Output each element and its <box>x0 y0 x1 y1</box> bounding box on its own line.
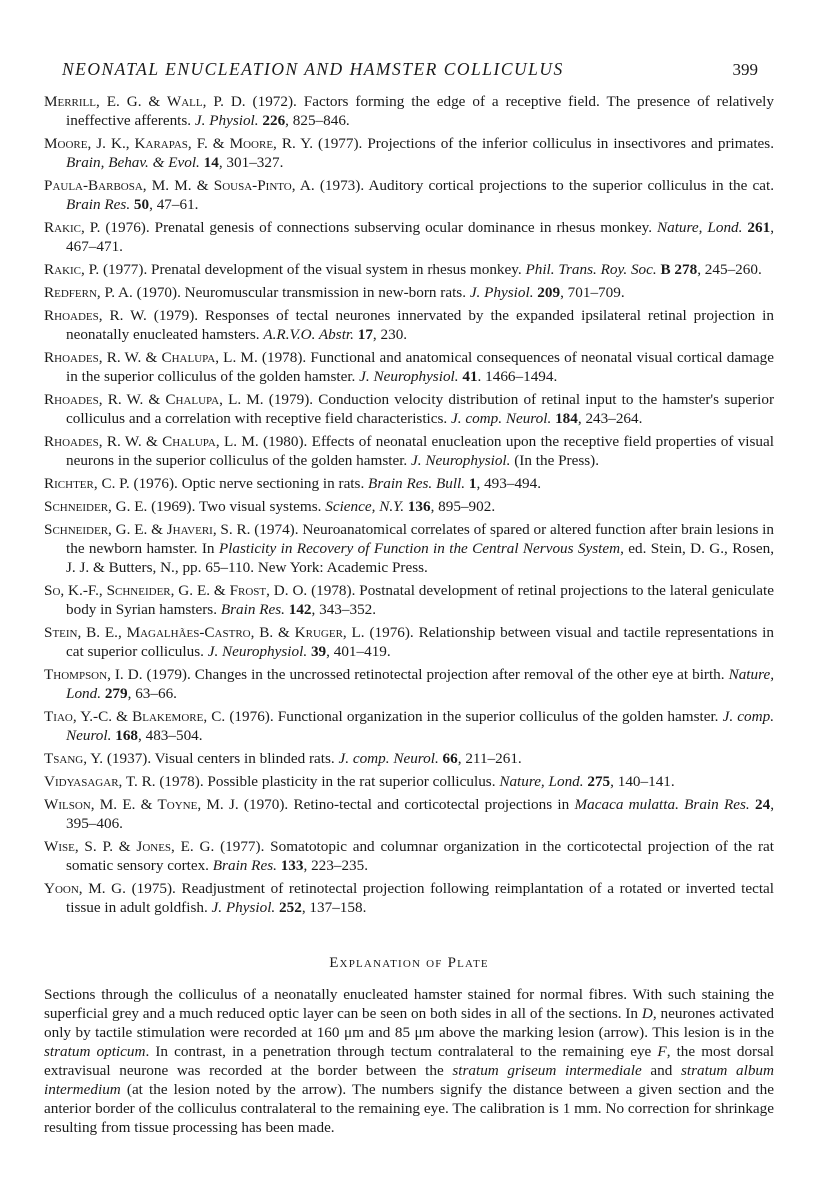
reference-title: (1978). Postnatal development of retinal projections to the lateral geniculate body in Syrian hamsters. <box>66 582 774 618</box>
reference-journal: J. Neurophysiol. <box>411 452 511 469</box>
reference-journal: J. comp. Neurol. <box>451 410 552 427</box>
reference-authors: Redfern, P. A. <box>44 284 133 301</box>
reference-authors: Rhoades, R. W. & Chalupa, L. M. <box>44 433 259 450</box>
reference-entry <box>44 795 774 833</box>
reference-title: (1972). Factors forming the edge of a receptive field. The presence of relatively ineffective afferents. <box>66 93 774 129</box>
reference-pages: , 395–406. <box>66 796 774 832</box>
reference-list <box>44 92 774 917</box>
reference-entry <box>44 837 774 875</box>
reference-title: (1973). Auditory cortical projections to the superior colliculus in the cat. <box>314 177 775 194</box>
reference-entry <box>44 432 774 470</box>
reference-pages: , 401–419. <box>326 643 391 660</box>
reference-entry <box>44 707 774 745</box>
reference-journal: Brain Res. <box>212 857 277 874</box>
reference-authors: Rhoades, R. W. & Chalupa, L. M. <box>44 391 264 408</box>
reference-journal: Macaca mulatta. Brain Res. <box>574 796 750 813</box>
explanation-panel-label: D <box>641 1005 653 1022</box>
reference-volume: 14 <box>199 154 219 171</box>
reference-journal: Science, N.Y. <box>325 498 404 515</box>
reference-entry <box>44 474 774 493</box>
reference-authors: Tsang, Y. <box>44 750 104 767</box>
reference-authors: Rakic, P. <box>44 261 100 278</box>
reference-entry <box>44 176 774 214</box>
reference-pages: , 223–235. <box>303 857 369 874</box>
reference-journal: J. Physiol. <box>194 112 259 129</box>
page-number: 399 <box>732 60 758 79</box>
reference-authors: Wilson, M. E. & Toyne, M. J. <box>44 796 239 813</box>
reference-volume: 66 <box>438 750 458 767</box>
reference-journal: Brain, Behav. & Evol. <box>66 154 200 171</box>
reference-title: (1937). Visual centers in blinded rats. <box>103 750 339 767</box>
reference-pages: , 895–902. <box>430 498 496 515</box>
explanation-text: and <box>641 1062 681 1079</box>
reference-authors: Tiao, Y.-C. & Blakemore, C. <box>44 708 226 725</box>
reference-volume: 261 <box>742 219 771 236</box>
reference-authors: Schneider, G. E. <box>44 498 148 515</box>
reference-title: (1977). Somatotopic and columnar organization in the corticotectal projection of the rat somatic sensory cortex. <box>66 838 774 874</box>
reference-volume: 17 <box>353 326 373 343</box>
reference-title: (1977). Prenatal development of the visual system in rhesus monkey. <box>99 261 526 278</box>
reference-title: (1978). Possible plasticity in the rat superior colliculus. <box>155 773 500 790</box>
reference-authors: Richter, C. P. <box>44 475 130 492</box>
reference-authors: So, K.-F., Schneider, G. E. & Frost, D. O. <box>44 582 308 599</box>
reference-title: (1976). Optic nerve sectioning in rats. <box>129 475 369 492</box>
reference-journal: Brain Res. <box>66 196 131 213</box>
reference-journal: Brain Res. Bull. <box>368 475 466 492</box>
reference-volume: 252 <box>275 899 302 916</box>
reference-pages: , 301–327. <box>218 154 284 171</box>
reference-entry <box>44 665 774 703</box>
reference-pages: , 211–261. <box>457 750 522 767</box>
reference-title: (1976). Functional organization in the superior colliculus of the golden hamster. <box>225 708 723 725</box>
reference-title: (1980). Effects of neonatal enucleation upon the receptive field properties of visual neurons in the superior colliculus of the golden hamster. <box>66 433 774 469</box>
reference-volume: 226 <box>258 112 286 129</box>
reference-volume: 136 <box>404 498 431 515</box>
reference-authors: Rhoades, R. W. & Chalupa, L. M. <box>44 349 258 366</box>
reference-title: (1970). Retino-tectal and corticotectal projections in <box>238 796 575 813</box>
reference-title: (1979). Responses of tectal neurones innervated by the expanded ipsilateral retinal projection in neonatally enucleated hamsters. <box>66 307 774 343</box>
reference-volume: 39 <box>307 643 327 660</box>
reference-title: (1969). Two visual systems. <box>147 498 326 515</box>
reference-volume: 279 <box>101 685 128 702</box>
reference-journal: Plasticity in Recovery of Function in the Central Nervous System <box>218 540 621 557</box>
reference-entry <box>44 581 774 619</box>
explanation-text: Sections through the colliculus of a neonatally enucleated hamster stained for normal fibres. With such staining the superficial grey and a much reduced optic layer can be seen on both sides in all of the sections. In <box>44 986 774 1022</box>
reference-pages: , 343–352. <box>311 601 377 618</box>
reference-title: (1970). Neuromuscular transmission in new-born rats. <box>132 284 470 301</box>
section-title: Explanation of Plate <box>329 955 489 971</box>
reference-journal: J. Neurophysiol. <box>207 643 308 660</box>
reference-volume: 24 <box>749 796 771 813</box>
explanation-term: stratum album intermedium <box>44 1062 774 1098</box>
reference-volume: 133 <box>276 857 304 874</box>
reference-pages: , 701–709. <box>560 284 625 301</box>
reference-entry <box>44 623 774 661</box>
reference-authors: Vidyasagar, T. R. <box>44 773 156 790</box>
reference-pages: , 467–471. <box>66 219 775 255</box>
explanation-panel-label: F <box>657 1043 667 1060</box>
reference-journal: J. comp. Neurol. <box>338 750 439 767</box>
reference-entry <box>44 348 774 386</box>
explanation-text: , the most dorsal extravisual neurone was recorded at the border between the <box>44 1043 774 1079</box>
reference-journal: Nature, Lond. <box>499 773 584 790</box>
reference-authors: Moore, J. K., Karapas, F. & Moore, R. Y. <box>44 135 314 152</box>
reference-title: (1979). Changes in the uncrossed retinotectal projection after removal of the other eye at birth. <box>142 666 729 683</box>
reference-entry <box>44 218 774 256</box>
reference-pages: , 47–61. <box>149 196 199 213</box>
reference-journal: A.R.V.O. Abstr. <box>263 326 354 343</box>
reference-authors: Stein, B. E., Magalhães-Castro, B. & Kruger, L. <box>44 624 365 641</box>
explanation-paragraph <box>44 985 774 1137</box>
reference-title: (1976). Relationship between visual and tactile representations in cat superior colliculus. <box>66 624 774 660</box>
reference-journal: Brain Res. <box>220 601 285 618</box>
reference-pages: , 230. <box>372 326 408 343</box>
explanation-text: (at the lesion noted by the arrow). The numbers signify the distance between a given section and the anterior border of the colliculus contralateral to the remaining eye. The calibration is 1 mm. No correction for shrinkage resulting from tissue processing has been made. <box>44 1081 774 1136</box>
reference-entry <box>44 497 774 516</box>
reference-volume: 184 <box>551 410 578 427</box>
reference-journal: J. Physiol. <box>469 284 534 301</box>
reference-volume: 142 <box>284 601 312 618</box>
reference-entry <box>44 306 774 344</box>
reference-volume: 50 <box>130 196 150 213</box>
reference-entry <box>44 283 774 302</box>
reference-pages: (In the Press). <box>510 452 600 469</box>
explanation-text: , neurones activated only by tactile stimulation were recorded at 160 μm and 85 μm above the marking lesion (arrow). This lesion is in the <box>44 1005 774 1041</box>
reference-volume: 275 <box>583 773 611 790</box>
running-header <box>44 58 774 88</box>
reference-pages: , 140–141. <box>610 773 675 790</box>
reference-volume: 209 <box>533 284 561 301</box>
reference-volume: B 278 <box>656 261 698 278</box>
reference-pages: , ed. Stein, D. G., Rosen, J. J. & Butters, N., pp. 65–110. New York: Academic Press. <box>66 540 774 576</box>
page <box>44 58 774 1137</box>
explanation-term: stratum opticum <box>44 1043 146 1060</box>
reference-authors: Yoon, M. G. <box>44 880 126 897</box>
reference-journal: J. Physiol. <box>211 899 276 916</box>
reference-journal: Nature, Lond. <box>656 219 743 236</box>
reference-authors: Thompson, I. D. <box>44 666 143 683</box>
reference-pages: , 493–494. <box>476 475 542 492</box>
reference-pages: , 63–66. <box>127 685 177 702</box>
reference-entry <box>44 260 774 279</box>
explanation-text: . In contrast, in a penetration through tectum contralateral to the remaining eye <box>145 1043 658 1060</box>
reference-authors: Schneider, G. E. & Jhaveri, S. R. <box>44 521 251 538</box>
reference-pages: , 483–504. <box>138 727 203 744</box>
reference-journal: Nature, Lond. <box>66 666 774 702</box>
reference-title: (1978). Functional and anatomical consequences of neonatal visual cortical damage in the superior colliculus of the golden hamster. <box>66 349 774 385</box>
reference-pages: . 1466–1494. <box>477 368 558 385</box>
reference-title: (1979). Conduction velocity distribution of retinal input to the hamster's superior colliculus and a correlation with receptive field characteristics. <box>66 391 774 427</box>
reference-pages: , 137–158. <box>301 899 367 916</box>
reference-journal: J. comp. Neurol. <box>66 708 775 744</box>
reference-entry <box>44 92 774 130</box>
reference-entry <box>44 749 774 768</box>
reference-entry <box>44 390 774 428</box>
reference-volume: 168 <box>111 727 138 744</box>
reference-authors: Paula-Barbosa, M. M. & Sousa-Pinto, A. <box>44 177 315 194</box>
reference-journal: J. Neurophysiol. <box>359 368 459 385</box>
reference-authors: Rhoades, R. W. <box>44 307 147 324</box>
explanation-term: stratum griseum intermediale <box>452 1062 642 1079</box>
reference-pages: , 245–260. <box>697 261 762 278</box>
reference-pages: , 243–264. <box>577 410 643 427</box>
reference-entry <box>44 772 774 791</box>
reference-authors: Rakic, P. <box>44 219 101 236</box>
reference-title: (1976). Prenatal genesis of connections subserving ocular dominance in rhesus monkey. <box>100 219 657 236</box>
reference-title: (1975). Readjustment of retinotectal projection following reimplantation of a rotated or inverted tectal tissue in adult goldfish. <box>66 880 774 916</box>
reference-title: (1977). Projections of the inferior colliculus in insectivores and primates. <box>313 135 774 152</box>
reference-volume: 41 <box>458 368 478 385</box>
reference-entry <box>44 879 774 917</box>
reference-title: (1974). Neuroanatomical correlates of spared or altered function after brain lesions in the newborn hamster. In <box>66 521 774 557</box>
reference-pages: , 825–846. <box>285 112 350 129</box>
reference-authors: Merrill, E. G. & Wall, P. D. <box>44 93 246 110</box>
running-title: NEONATAL ENUCLEATION AND HAMSTER COLLICULUS <box>62 59 564 79</box>
reference-journal: Phil. Trans. Roy. Soc. <box>525 261 657 278</box>
reference-entry <box>44 520 774 577</box>
reference-authors: Wise, S. P. & Jones, E. G. <box>44 838 215 855</box>
reference-entry <box>44 134 774 172</box>
reference-volume: 1 <box>465 475 477 492</box>
